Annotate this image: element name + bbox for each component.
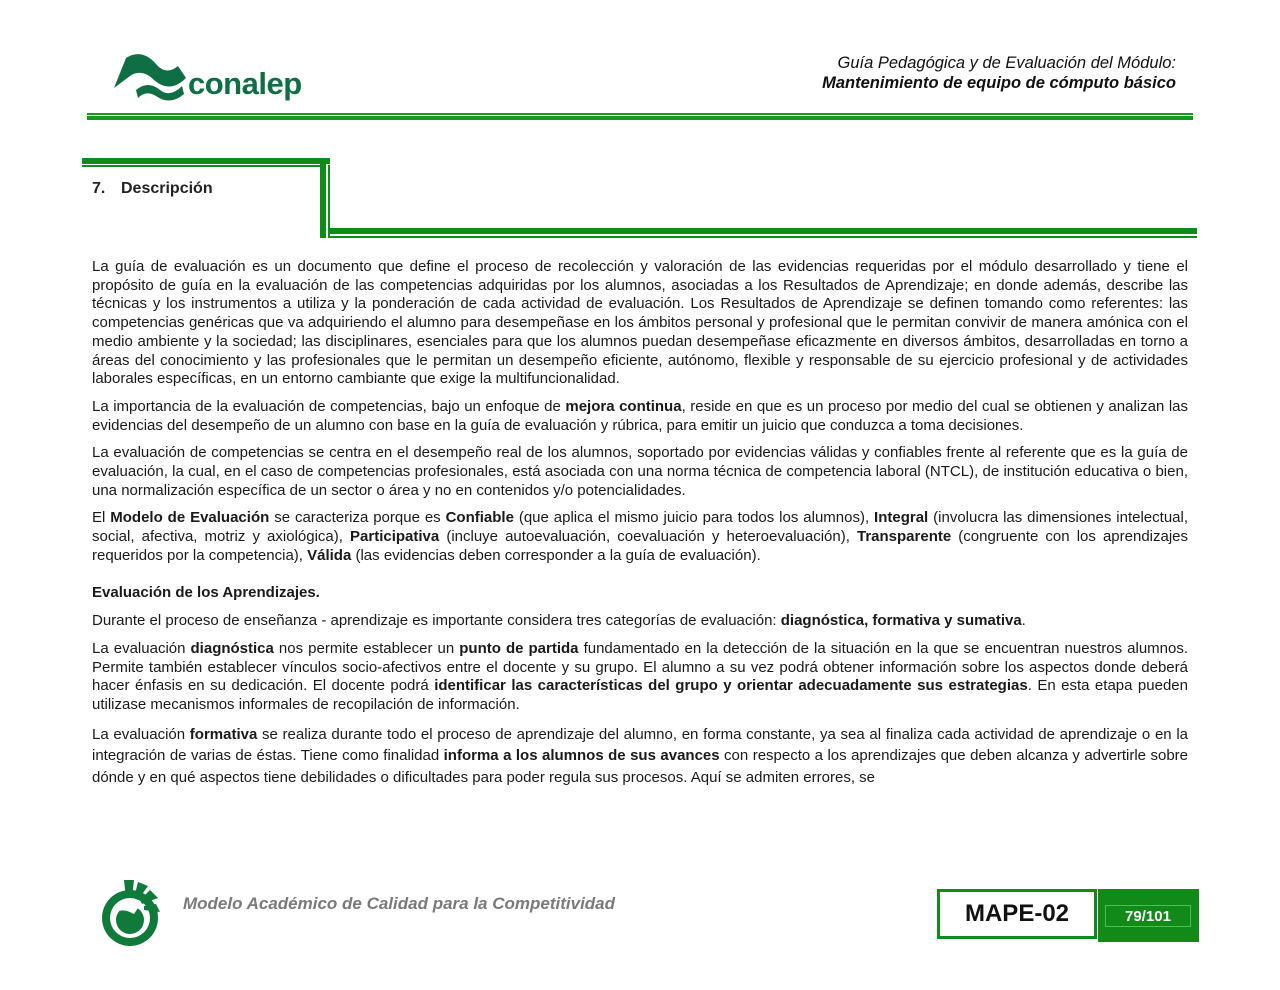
paragraph-guia: La guía de evaluación es un documento que define el proceso de recolección y valoración de las evidencias requeridas por el módulo desarrollado y tiene el propósito de guía en la evaluación de las competencias adquiridas por los alumnos, asociadas a los Resultados de Aprendizaje; en donde además, describe las técnicas y los instrumentos a utiliza y la ponderación de cada actividad de evaluación. Los Resultados de Aprendizaje se definen tomando como referentes: las competencias genéricas que va adquiriendo el alumno para desempeñase en los ámbitos personal y profesional que le permitan convivir de manera amónica con el medio ambiente y la sociedad; las disciplinares, esenciales para que los alumnos puedan desempeñase eficazmente en diversos ámbitos, desarrolladas en torno a áreas del conocimiento y las profesionales que le permitan un desempeño eficiente, autónomo, flexible y responsable de su ejercicio profesional y de actividades laborales específicas, en un entorno cambiante que exige la multifuncionalidad.	[92, 258, 1188, 388]
text-run: (congruente con los aprendizajes requeridos por la competencia),	[92, 528, 1189, 564]
text-run: . En esta etapa pueden utilizase mecanismos informales de recopilación de información.	[92, 677, 1188, 714]
text-run: con respecto a los aprendizajes que deben alcanza y advertirle sobre dónde y en qué aspectos tiene debilidades o dificultades para poder regula sus procesos. Aquí se admiten errores, se	[92, 747, 1188, 786]
footer-slogan: Modelo Académico de Calidad para la Competitividad	[183, 894, 616, 913]
header-title-line2: Mantenimiento de equipo de cómputo básico	[822, 74, 1176, 92]
text-run: Durante el proceso de enseñanza - aprendizaje es importante considera tres categorías de evaluación:	[92, 612, 781, 630]
emphasis-modelo: Modelo de Evaluación	[110, 509, 270, 527]
conalep-logo-icon	[112, 50, 188, 102]
emphasis-integral: Integral	[874, 509, 929, 527]
section-frame-bottom-thin	[328, 236, 1197, 238]
paragraph-formativa	[92, 724, 1188, 789]
text-run: La importancia de la evaluación de competencias, bajo un enfoque de	[92, 397, 566, 415]
paragraph-importancia	[92, 398, 1188, 435]
section-frame-vertical	[320, 158, 326, 238]
header-title-line1: Guía Pedagógica y de Evaluación del Módulo:	[837, 54, 1176, 72]
text-run: (incluye autoevaluación, coevaluación y heteroevaluación),	[439, 528, 857, 546]
conalep-logo	[112, 50, 312, 106]
document-code-box: MAPE-02	[937, 889, 1097, 939]
section-frame-top	[82, 158, 330, 164]
paragraph-categorias	[92, 612, 1188, 631]
text-run: fundamentado en la detección de la situación en la que se encuentran nuestros alumnos. Permite también establecer vínculos socio-afectivos entre el docente y su grupo. El alumno a su vez podrá obtener información sobre los aspectos donde deberá hacer énfasis en su dedicación. El docente podrá	[92, 639, 1189, 695]
section-frame-bottom	[328, 228, 1197, 234]
emphasis-formativa: formativa	[189, 725, 258, 743]
text-run: La evaluación	[92, 725, 190, 743]
paragraph-diagnostica	[92, 640, 1188, 715]
text-run: (que aplica el mismo juicio para todos los alumnos),	[513, 509, 875, 527]
document-body	[92, 258, 1188, 797]
emphasis-diagnostica: diagnóstica	[190, 639, 274, 657]
subheading-evaluacion-aprendizajes: Evaluación de los Aprendizajes.	[92, 583, 320, 601]
text-run: se realiza durante todo el proceso de aprendizaje del alumno, en forma constante, ya sea al finaliza cada actividad de aprendizaje o en la integración de varias de éstas. Tiene como finalidad	[92, 725, 1188, 765]
section-frame-top-thin	[82, 165, 320, 167]
text-run: se caracteriza porque es	[269, 509, 446, 527]
text-run: (involucra las dimensiones intelectual, social, afectiva, motriz y axiológica),	[92, 509, 1189, 546]
page-indicator-box	[1098, 889, 1199, 942]
paragraph-evaluacion-competencias: La evaluación de competencias se centra en el desempeño real de los alumnos, soportado por evidencias válidas y confiables frente al referente que es la guía de evaluación, la cual, en el caso de competencias profesionales, está asociada con una norma técnica de competencia laboral (NTCL), de institución educativa o bien, una normalización específica de un sector o área y no en contenidos y/o potencialidades.	[92, 444, 1188, 499]
emphasis-informa: informa a los alumnos de sus avances	[443, 747, 720, 765]
text-run: (las evidencias deben corresponder a la guía de evaluación).	[351, 546, 761, 564]
emphasis-transparente: Transparente	[856, 528, 952, 546]
emphasis-categorias: diagnóstica, formativa y sumativa	[780, 612, 1022, 630]
text-run: , reside en que es un proceso por medio del cual se obtienen y analizan las evidencias del desempeño de un alumno con base en la guía de evaluación y rúbrica, para emitir un juicio que conduzca a toma decisiones.	[92, 397, 1188, 434]
emphasis-valida: Válida	[307, 546, 352, 564]
section-heading	[92, 180, 213, 198]
text-run: .	[1021, 612, 1026, 630]
emphasis-identificar: identificar las características del grupo y orientar adecuadamente sus estrategias	[434, 677, 1028, 695]
text-run: La evaluación	[92, 639, 191, 657]
emphasis-participativa: Participativa	[350, 528, 440, 546]
text-run: El	[92, 509, 111, 527]
emphasis-confiable: Confiable	[445, 509, 514, 527]
emphasis-punto-partida: punto de partida	[459, 639, 579, 657]
modelo-academico-emblem-icon	[94, 876, 166, 948]
header-rule	[87, 113, 1193, 115]
logo-wordmark: conalep	[188, 66, 302, 101]
text-run: nos permite establecer un	[273, 639, 460, 657]
section-title: Descripción	[121, 180, 213, 197]
section-number: 7.	[92, 180, 106, 197]
document-header-title	[822, 53, 1176, 93]
header-rule-thick	[87, 116, 1193, 120]
page-indicator: 79/101	[1105, 905, 1191, 927]
paragraph-modelo-evaluacion	[92, 509, 1188, 565]
emphasis-mejora-continua: mejora continua	[565, 397, 682, 415]
